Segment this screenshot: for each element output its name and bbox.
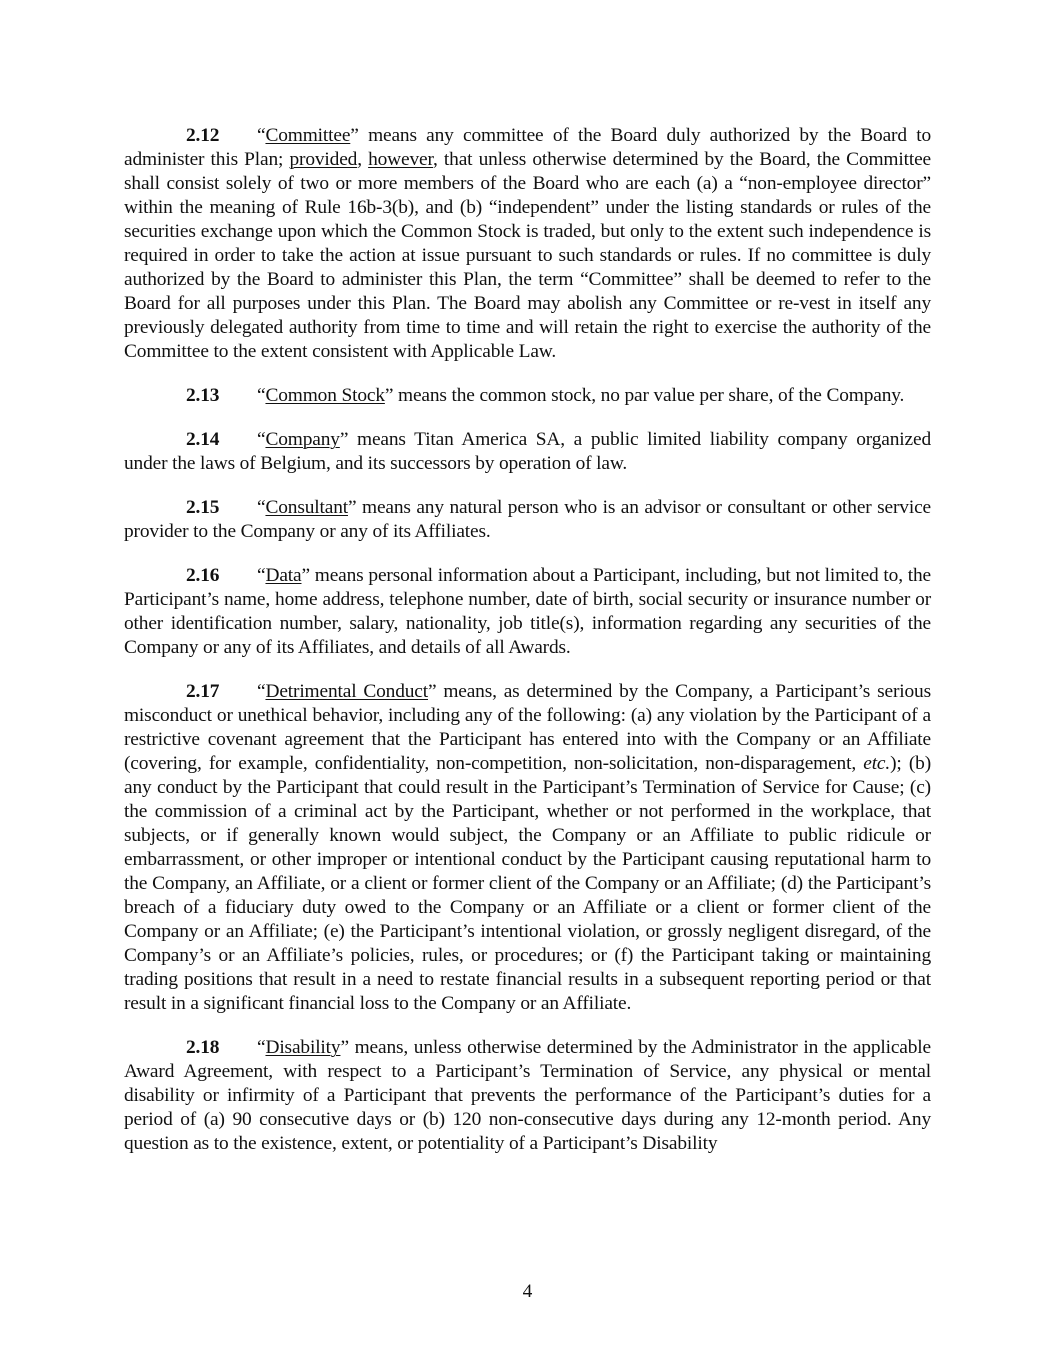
- section-number: 2.14: [186, 429, 220, 450]
- defined-term: Company: [265, 429, 340, 450]
- section-number: 2.12: [186, 125, 220, 146]
- open-quote: “: [257, 497, 266, 518]
- section-2-18: [124, 1036, 931, 1156]
- definition-text: ” means, unless otherwise determined by the Administrator in the applicable Award Agreement, with respect to a Participant’s Termination of Service, any physical or mental disability or infirmity of a Participant that prevents the performance of the Participant’s duties for a period of (a) 90 consecutive days or (b) 120 non-consecutive days during any 12-month period. Any question as to the existence, extent, or potentiality of a Participant’s Disability: [124, 1037, 931, 1154]
- open-quote: “: [257, 681, 266, 702]
- definition-text: ” means the common stock, no par value per share, of the Company.: [384, 385, 905, 406]
- definition-text: ” means, as determined by the Company, a Participant’s serious misconduct or unethical behavior, including any of the following: (a) any violation by the Participant of a restrictive covenant agreement that the Participant has entered into with the Company or an Affiliate (covering, for example, confidentiality, non-competition, non-solicitation, non-disparagement,: [124, 681, 931, 774]
- section-number: 2.15: [186, 497, 220, 518]
- section-number: 2.16: [186, 565, 220, 586]
- section-2-14: [124, 428, 931, 476]
- definition-text: ” means Titan America SA, a public limited liability company organized under the laws of Belgium, and its successors by operation of law.: [124, 429, 931, 474]
- emphasis-provided: provided: [289, 149, 358, 170]
- section-number: 2.18: [186, 1037, 220, 1058]
- defined-term: Disability: [265, 1037, 341, 1058]
- section-2-15: [124, 496, 931, 544]
- open-quote: “: [257, 429, 266, 450]
- section-2-17: [124, 680, 931, 1016]
- section-number: 2.17: [186, 681, 220, 702]
- definition-text: ” means any committee of the Board duly authorized by the Board to administer this Plan;: [124, 125, 931, 170]
- open-quote: “: [257, 1037, 266, 1058]
- defined-term: Consultant: [265, 497, 348, 518]
- italic-etc: etc.: [863, 753, 891, 774]
- section-2-12: [124, 124, 931, 364]
- section-number: 2.13: [186, 385, 220, 406]
- definition-text: ” means any natural person who is an advisor or consultant or other service provider to the Company or any of its Affiliates.: [124, 497, 931, 542]
- definition-text: ” means personal information about a Participant, including, but not limited to, the Participant’s name, home address, telephone number, date of birth, social security or insurance number or other identification number, salary, nationality, job title(s), information regarding any securities of the Company or any of its Affiliates, and details of all Awards.: [124, 565, 931, 658]
- page-number: 4: [522, 1281, 533, 1302]
- open-quote: “: [257, 125, 266, 146]
- defined-term: Common Stock: [265, 385, 385, 406]
- section-2-16: [124, 564, 931, 660]
- separator: ,: [357, 149, 369, 170]
- document-page: [124, 124, 931, 1176]
- section-2-13: [124, 384, 931, 408]
- open-quote: “: [257, 385, 266, 406]
- definition-text: , that unless otherwise determined by the Board, the Committee shall consist solely of two or more members of the Board who are each (a) a “non-employee director” within the meaning of Rule 16b-3(b), and (b) “independent” under the listing standards or rules of the securities exchange upon which the Common Stock is traded, but only to the extent such independence is required in order to take the action at issue pursuant to such standards or rules. If no committee is duly authorized by the Board to administer this Plan, the term “Committee” shall be deemed to refer to the Board for all purposes under this Plan. The Board may abolish any Committee or re-vest in itself any previously delegated authority from time to time and will retain the right to exercise the authority of the Committee to the extent consistent with Applicable Law.: [124, 149, 931, 362]
- open-quote: “: [257, 565, 266, 586]
- defined-term: Detrimental Conduct: [265, 681, 428, 702]
- defined-term: Committee: [265, 125, 351, 146]
- defined-term: Data: [265, 565, 302, 586]
- emphasis-however: however: [368, 149, 434, 170]
- definition-text: ); (b) any conduct by the Participant that could result in the Participant’s Termination of Service for Cause; (c) the commission of a criminal act by the Participant, whether or not performed in the workplace, that subjects, or if generally known would subject, the Company or an Affiliate to public ridicule or embarrassment, or other improper or intentional conduct by the Participant causing reputational harm to the Company, an Affiliate, or a client or former client of the Company or an Affiliate; (d) the Participant’s breach of a fiduciary duty owed to the Company or an Affiliate or a client or former client of the Company or an Affiliate; (e) the Participant’s intentional violation, or grossly negligent disregard, of the Company’s or an Affiliate’s policies, rules, or procedures; or (f) the Participant taking or maintaining trading positions that result in a need to restate financial results in a subsequent reporting period or that result in a significant financial loss to the Company or an Affiliate.: [124, 753, 932, 1014]
